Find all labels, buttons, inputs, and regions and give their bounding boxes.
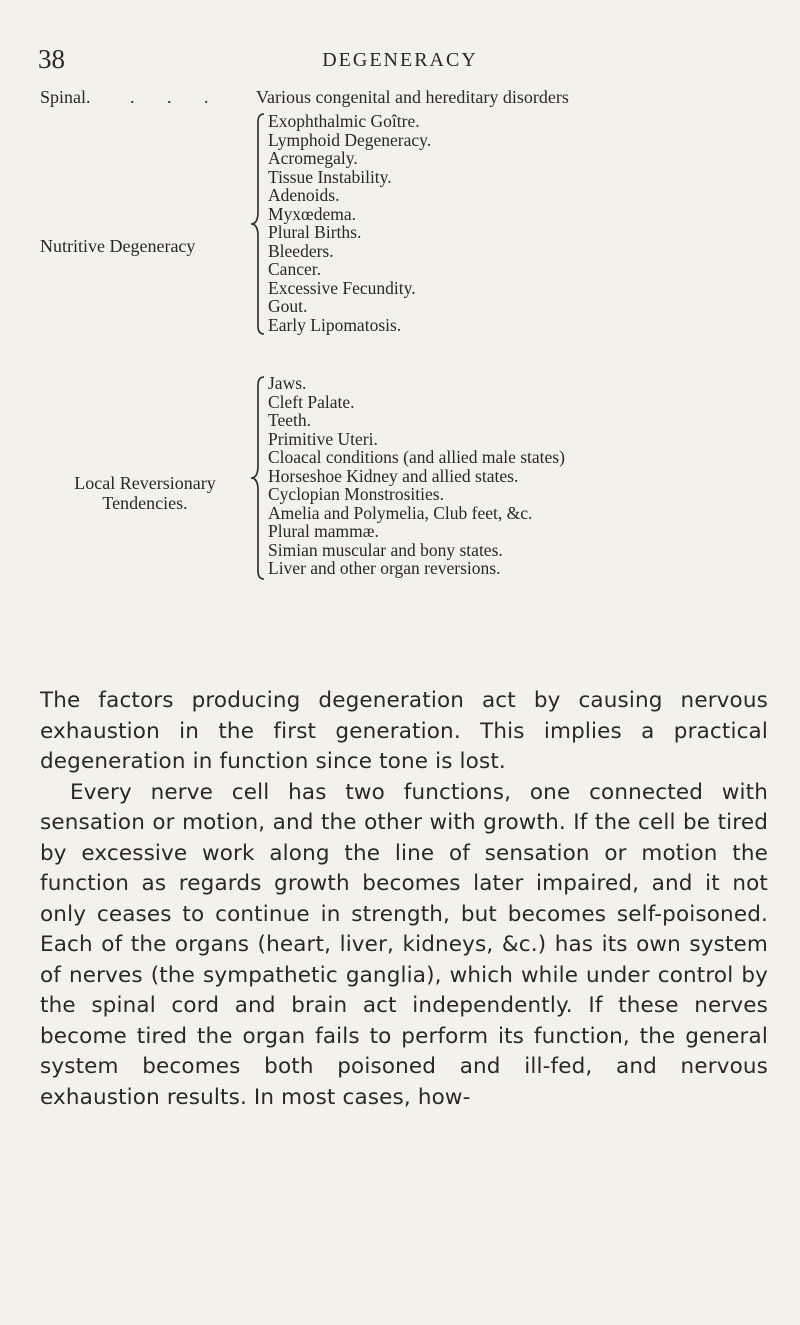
local-reversionary-label-line2: Tendencies. [102,493,188,513]
list-item: Cloacal conditions (and allied male states) [268,447,565,467]
list-item: Liver and other organ reversions. [268,558,501,578]
page-number: 38 [38,44,65,74]
body-text [40,686,768,1113]
list-item: Cleft Palate. [268,391,355,412]
list-item: Tissue Instability. [268,166,392,187]
spinal-leader-dots: . . . [130,87,223,107]
paragraph-1: The factors producing degeneration act by causing nervous exhaustion in the first generation. This implies a practical degeneration in function since tone is lost. [40,688,768,774]
spinal-label: Spinal. [40,87,91,107]
list-item: Plural Births. [268,222,362,242]
list-item: Amelia and Polymelia, Club feet, &c. [268,502,533,523]
list-item: Plural mammæ. [268,521,379,541]
list-item: Teeth. [268,410,311,430]
local-reversionary-label [40,473,250,513]
list-item: Exophthalmic Goître. [268,111,420,131]
spinal-value: Various congenital and hereditary disorders [256,87,569,107]
nutritive-degeneracy-label: Nutritive Degeneracy [40,236,196,256]
list-item: Gout. [268,296,308,316]
list-item: Bleeders. [268,240,334,261]
local-brace-icon [248,375,266,581]
paragraph-2: Every nerve cell has two functions, one connected with sensation or motion, and the other with growth. If the cell be tired by excessive work along the line of sensation or motion the function as regards growth becomes later impaired, and it not only ceases to continue in strength, but becomes self-poisoned. Each of the organs (heart, liver, kidneys, &c.) has its own system of nerves (the sympathetic ganglia), which while under control by the spinal cord and brain act independently. If these nerves become tired the organ fails to perform its function, the general system becomes both poisoned and ill-fed, and nervous exhaustion results. In most cases, how- [40,779,768,1110]
list-item: Acromegaly. [268,148,358,168]
nutritive-brace-icon [248,112,266,336]
list-item: Simian muscular and bony states. [268,539,503,560]
list-item: Excessive Fecundity. [268,277,416,298]
list-item: Horseshoe Kidney and allied states. [268,465,519,486]
list-item: Jaws. [268,373,307,393]
local-reversionary-label-line1: Local Reversionary [74,473,216,493]
list-item: Cancer. [268,259,321,279]
list-item: Myxœdema. [268,203,356,224]
local-reversionary-list [268,374,565,578]
list-item: Primitive Uteri. [268,428,378,449]
list-item: Adenoids. [268,185,340,205]
list-item: Early Lipomatosis. [268,314,402,335]
list-item: Lymphoid Degeneracy. [268,129,432,150]
nutritive-degeneracy-list [268,112,431,334]
running-head: DEGENERACY [322,49,478,71]
list-item: Cyclopian Monstrosities. [268,484,444,504]
